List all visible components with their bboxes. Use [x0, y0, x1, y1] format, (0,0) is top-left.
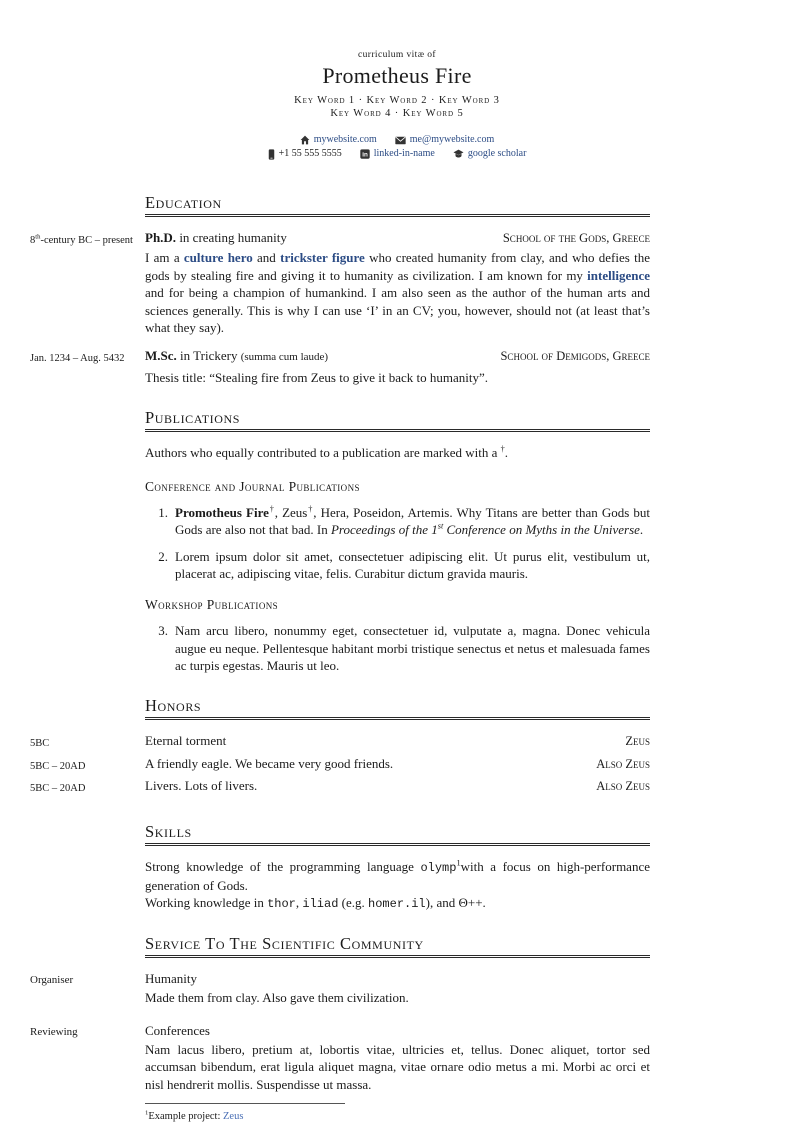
contact-row-2 — [0, 147, 794, 161]
thor-code: thor — [267, 897, 296, 912]
service-role-label: Reviewing — [30, 1025, 78, 1038]
service-main — [145, 970, 650, 1007]
email-label: me@mywebsite.com — [409, 134, 495, 145]
email-link[interactable] — [395, 133, 494, 147]
section-honors — [30, 696, 650, 797]
service-main — [145, 1022, 650, 1094]
linkedin-link[interactable] — [360, 147, 435, 161]
honor-row — [30, 777, 650, 797]
footnote-mark: 1 — [145, 1109, 149, 1117]
honor-main — [145, 777, 650, 797]
scholar-icon — [453, 149, 464, 159]
honor-text: A friendly eagle. We became very good friends. — [145, 755, 394, 771]
publication-number: 3. — [158, 623, 168, 639]
section-title-rule — [145, 822, 650, 846]
skills-paragraph-1: Strong knowledge of the programming language olymp$^1$with a focus on high-performance generation of Gods. — [145, 858, 650, 893]
pretitle: curriculum vitæ of — [358, 50, 436, 60]
publication-item-2 — [145, 548, 650, 583]
publication-text: Promotheus Fire†, Zeus†, Hera, Poseidon, Artemis. Why Titans are better than Gods but Gods are also not that bad. In Proceedings of the 1st Conference on Myths in the Universe. — [175, 504, 651, 538]
footnote-rule — [145, 1103, 345, 1104]
publications-title: Publications — [145, 408, 241, 428]
publication-text: Nam arcu libero, nonummy eget, consectetuer id, vulputate a, magna. Donec vehicula augue eu neque. Pellentesque habitant morbi tristique senectus et netus et malesuada fames ac turpis egestas. Mauris ut leo. — [175, 623, 650, 673]
section-title-rule — [145, 934, 650, 958]
publication-number: 2. — [158, 548, 168, 564]
honor-text: Livers. Lots of livers. — [145, 778, 258, 794]
subsection-conference-journal: Conference and Journal Publications — [145, 478, 360, 494]
service-heading: Humanity — [145, 970, 197, 986]
equal-contribution-note: Authors who equally contributed to a publication are marked with a †. — [145, 444, 509, 461]
footnote — [145, 1103, 650, 1123]
person-name: Prometheus Fire — [322, 63, 472, 88]
entry-main — [145, 229, 650, 336]
service-row-organiser — [30, 970, 650, 1007]
honor-date: 5BC – 20AD — [30, 783, 86, 795]
honor-row — [30, 732, 650, 752]
publication-number: 1. — [158, 505, 168, 521]
venue: Proceedings of the 1st Conference on Myths in the Universe — [330, 522, 640, 538]
honor-row — [30, 755, 650, 775]
institution: School of Demigods, Greece — [500, 349, 650, 364]
section-education — [30, 193, 650, 386]
section-title-rule — [145, 193, 650, 217]
website-link[interactable] — [300, 133, 377, 147]
degree-title: Ph.D. in creating humanity — [145, 230, 287, 245]
section-title-rule — [145, 408, 650, 432]
footnote-mark-ref: 1 — [456, 858, 461, 868]
mobile-icon — [268, 149, 275, 160]
contact-row-1 — [0, 133, 794, 147]
subsection-workshop: Workshop Publications — [145, 596, 279, 612]
education-entry-phd — [30, 229, 650, 336]
publication-item-3 — [145, 622, 650, 674]
cv-body — [30, 193, 650, 1123]
service-title: Service To The Scientific Community — [145, 933, 424, 953]
service-heading: Conferences — [145, 1022, 210, 1038]
entry-date: Jan. 1234 – Aug. 5432 — [30, 353, 125, 365]
keywords-line-2: Key Word 4 · Key Word 5 — [330, 108, 464, 119]
honors-title: Honors — [145, 696, 202, 716]
linkedin-label: linked-in-name — [373, 148, 435, 159]
honor-main — [145, 755, 650, 775]
service-role-label: Organiser — [30, 973, 74, 986]
honor-date: 5BC – 20AD — [30, 760, 86, 772]
service-text: Made them from clay. Also gave them civilization. — [145, 990, 409, 1006]
skills-block — [145, 858, 650, 914]
iliad-code: iliad — [302, 897, 339, 912]
honor-main — [145, 732, 650, 752]
institution: School of the Gods, Greece — [502, 231, 650, 245]
degree-description: I am a culture hero and trickster figure who created humanity from clay, and who defies the gods by stealing fire and giving it to humanity as civilization. I am known for my intelligence and for being a champion of humankind. I am also seen as the author of the human arts and sciences generally. This is why I can use ‘I’ in an CV; you, however, should not (at least that’s what they say). — [145, 250, 650, 336]
keywords-line-1: Key Word 1 · Key Word 2 · Key Word 3 — [294, 95, 500, 106]
section-service — [30, 934, 650, 1093]
entry-main — [145, 347, 650, 386]
footnote-text: $^1$Example project: Zeus — [145, 1109, 244, 1123]
trickster-figure-link[interactable]: trickster figure — [280, 250, 365, 266]
service-row-reviewing — [30, 1022, 650, 1094]
entry-head — [145, 347, 650, 366]
scholar-label: google scholar — [467, 148, 527, 159]
service-text: Nam lacus libero, pretium at, lobortis vitae, ultricies et, tellus. Donec aliquet, tortor sed accumsan bibendum, erat ligula aliquet magna, vitae ornare odio metus a mi. Morbi ac orci et nisl hendrerit mollis. Suspendisse ut massa. — [145, 1041, 650, 1092]
skills-paragraph-2: Working knowledge in thor, iliad (e.g. homer.il), and Θ++. — [145, 895, 486, 912]
footnote-zeus-link[interactable]: Zeus — [223, 1111, 244, 1123]
website-label: mywebsite.com — [313, 134, 377, 145]
home-icon — [300, 135, 310, 145]
scholar-link[interactable] — [453, 147, 527, 161]
contact-block — [0, 133, 794, 161]
degree-title: M.Sc. in Trickery (summa cum laude) — [145, 348, 329, 364]
publication-text: Lorem ipsum dolor sit amet, consectetuer adipiscing elit. Ut purus elit, vestibulum ut, placerat ac, adipiscing vitae, felis. Curabitur dictum gravida mauris. — [175, 548, 650, 582]
section-publications — [30, 408, 650, 674]
entry-head — [145, 229, 650, 247]
intelligence-link[interactable]: intelligence — [587, 267, 650, 283]
svg-text:in: in — [361, 151, 368, 159]
thesis-title: Thesis title: “Stealing fire from Zeus to give it back to humanity”. — [145, 369, 488, 385]
section-skills — [30, 822, 650, 914]
honor-text: Eternal torment — [145, 733, 227, 749]
degree-note: (summa cum laude) — [240, 351, 329, 364]
homeril-code: homer.il — [368, 897, 426, 912]
phone-item — [268, 147, 342, 161]
honor-awarded-by: Also Zeus — [596, 756, 650, 771]
honor-date: 5BC — [30, 738, 50, 750]
olymp-code: olymp — [420, 860, 457, 875]
education-entry-msc — [30, 347, 650, 386]
cv-header — [0, 50, 794, 161]
skills-title: Skills — [145, 821, 192, 841]
culture-hero-link[interactable]: culture hero — [183, 250, 253, 266]
entry-date: 8th-century BC – present — [30, 233, 133, 246]
linkedin-icon — [360, 149, 370, 159]
phone-label: +1 55 555 5555 — [278, 148, 342, 159]
honor-awarded-by: Zeus — [625, 734, 650, 749]
publication-item-1 — [145, 504, 650, 539]
envelope-icon — [395, 136, 406, 145]
section-title-rule — [145, 696, 650, 720]
honor-awarded-by: Also Zeus — [596, 779, 650, 794]
education-title: Education — [145, 193, 222, 212]
